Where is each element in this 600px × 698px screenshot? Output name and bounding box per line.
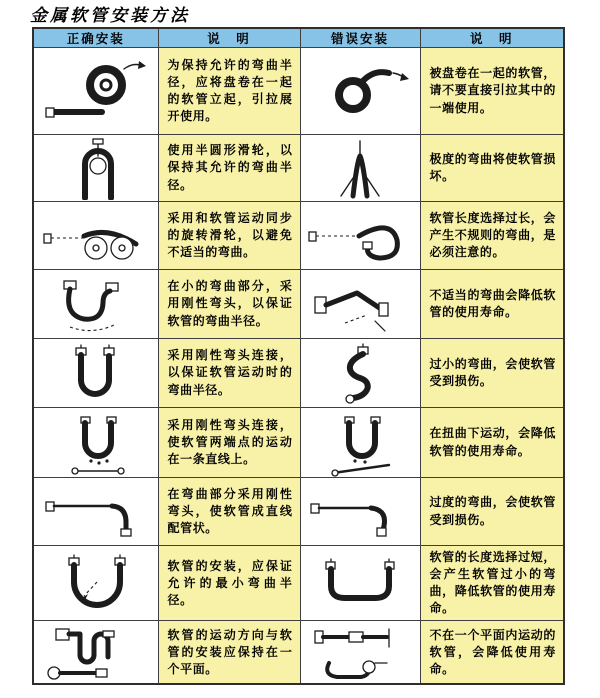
- coplanar-motion-icon: [40, 621, 152, 683]
- correct-image-cell: [33, 202, 158, 270]
- header-correct-note: 说 明: [158, 28, 300, 48]
- wrong-image-cell: [300, 48, 420, 135]
- correct-note-cell: [158, 408, 300, 478]
- wrong-note-text: 在扭曲下运动，会降低软管的使用寿命。: [429, 426, 556, 458]
- min-bend-radius-u-icon: [40, 550, 152, 616]
- wrong-note-text: 软管长度选择过长，会产生不规则的弯曲，是必须注意的。: [429, 210, 556, 260]
- correct-note-cell: [158, 270, 300, 339]
- wrong-note-cell: [420, 270, 564, 339]
- correct-image-cell: [33, 270, 158, 339]
- wrong-note-cell: [420, 478, 564, 546]
- correct-note-text: 采用刚性弯头连接，使软管两端点的运动在一条直线上。: [167, 417, 293, 467]
- table-row: [33, 478, 564, 546]
- correct-note-text: 为保持允许的弯曲半径，应将盘卷在一起的软管立起，引拉展开使用。: [167, 57, 293, 124]
- table-row: [33, 408, 564, 478]
- wrong-note-cell: [420, 135, 564, 202]
- coil-pulled-by-end-icon: [305, 53, 415, 129]
- table-header-row: [33, 28, 564, 48]
- wrong-note-text: 过小的弯曲，会使软管受到损伤。: [429, 356, 556, 388]
- wrong-image-cell: [300, 478, 420, 546]
- short-hose-flat-u-icon: [305, 550, 415, 616]
- overbent-pipe-icon: [305, 480, 415, 544]
- wrong-image-cell: [300, 546, 420, 621]
- correct-note-cell: [158, 621, 300, 685]
- correct-note-cell: [158, 546, 300, 621]
- correct-note-cell: [158, 48, 300, 135]
- table-row: [33, 135, 564, 202]
- correct-image-cell: [33, 621, 158, 685]
- coiled-hose-standing-icon: [40, 53, 152, 129]
- wrong-note-cell: [420, 408, 564, 478]
- correct-image-cell: [33, 408, 158, 478]
- correct-note-text: 在弯曲部分采用刚性弯头，使软管成直线配管状。: [167, 486, 293, 536]
- wrong-image-cell: [300, 621, 420, 685]
- wrong-image-cell: [300, 270, 420, 339]
- wrong-image-cell: [300, 408, 420, 478]
- correct-image-cell: [33, 478, 158, 546]
- wrong-note-text: 极度的弯曲将使软管损坏。: [429, 151, 556, 183]
- correct-note-text: 软管的安装，应保证允许的最小弯曲半径。: [167, 558, 293, 607]
- extreme-bend-icon: [305, 136, 415, 200]
- header-wrong-note: 说 明: [420, 28, 564, 48]
- header-wrong-install: 错误安装: [300, 28, 420, 48]
- header-correct-install: 正确安装: [33, 28, 158, 48]
- wrong-note-text: 过度的弯曲，会使软管受到损伤。: [429, 495, 556, 527]
- table-row: [33, 202, 564, 270]
- inline-endpoints-u-icon: [41, 409, 151, 477]
- wrong-note-text: 被盘卷在一起的软管，请不要直接引拉其中的一端使用。: [429, 66, 556, 115]
- correct-note-text: 采用刚性弯头连接，以保证软管运动时的弯曲半径。: [167, 348, 293, 397]
- correct-note-text: 采用和软管运动同步的旋转滑轮，以避免不适当的弯曲。: [167, 210, 293, 260]
- wrong-image-cell: [300, 135, 420, 202]
- correct-note-cell: [158, 339, 300, 408]
- wrong-note-cell: [420, 546, 564, 621]
- table-row: [33, 546, 564, 621]
- correct-image-cell: [33, 48, 158, 135]
- wrong-note-text: 不在一个平面内运动的软管，会降低使用寿命。: [429, 627, 556, 676]
- table-row: [33, 48, 564, 135]
- page-title: 金属软管安装方法: [30, 6, 190, 26]
- wrong-note-cell: [420, 339, 564, 408]
- rigid-elbow-connection-icon: [41, 340, 151, 406]
- correct-image-cell: [33, 339, 158, 408]
- wrong-note-cell: [420, 621, 564, 685]
- installation-guide-table: [32, 27, 565, 685]
- correct-note-text: 在小的弯曲部分，采用刚性弯头，以保证软管的弯曲半径。: [167, 279, 293, 328]
- wrong-note-cell: [420, 48, 564, 135]
- twisted-u-icon: [305, 409, 415, 477]
- wrong-note-text: 不适当的弯曲会降低软管的使用寿命。: [429, 287, 556, 319]
- table-row: [33, 621, 564, 685]
- correct-note-cell: [158, 135, 300, 202]
- wrong-note-text: 软管的长度选择过短，会产生软管过小的弯曲，降低软管的使用寿命。: [429, 550, 556, 616]
- overlong-hose-loop-icon: [305, 204, 415, 268]
- wrong-image-cell: [300, 202, 420, 270]
- wrong-note-cell: [420, 202, 564, 270]
- correct-image-cell: [33, 546, 158, 621]
- improper-bend-icon: [305, 271, 415, 337]
- synchronized-rollers-icon: [40, 204, 152, 268]
- too-small-bend-icon: [305, 340, 415, 406]
- correct-image-cell: [33, 135, 158, 202]
- straight-pipe-rigid-elbow-icon: [40, 480, 152, 544]
- correct-note-text: 使用半圆形滑轮，以保持其允许的弯曲半径。: [167, 143, 293, 192]
- correct-note-text: 软管的运动方向与软管的安装应保持在一个平面。: [167, 627, 293, 676]
- non-coplanar-motion-icon: [305, 621, 415, 683]
- wrong-image-cell: [300, 339, 420, 408]
- table-row: [33, 339, 564, 408]
- rigid-elbow-small-bend-icon: [40, 271, 152, 337]
- correct-note-cell: [158, 478, 300, 546]
- correct-note-cell: [158, 202, 300, 270]
- semicircular-pulley-icon: [41, 136, 151, 200]
- table-row: [33, 270, 564, 339]
